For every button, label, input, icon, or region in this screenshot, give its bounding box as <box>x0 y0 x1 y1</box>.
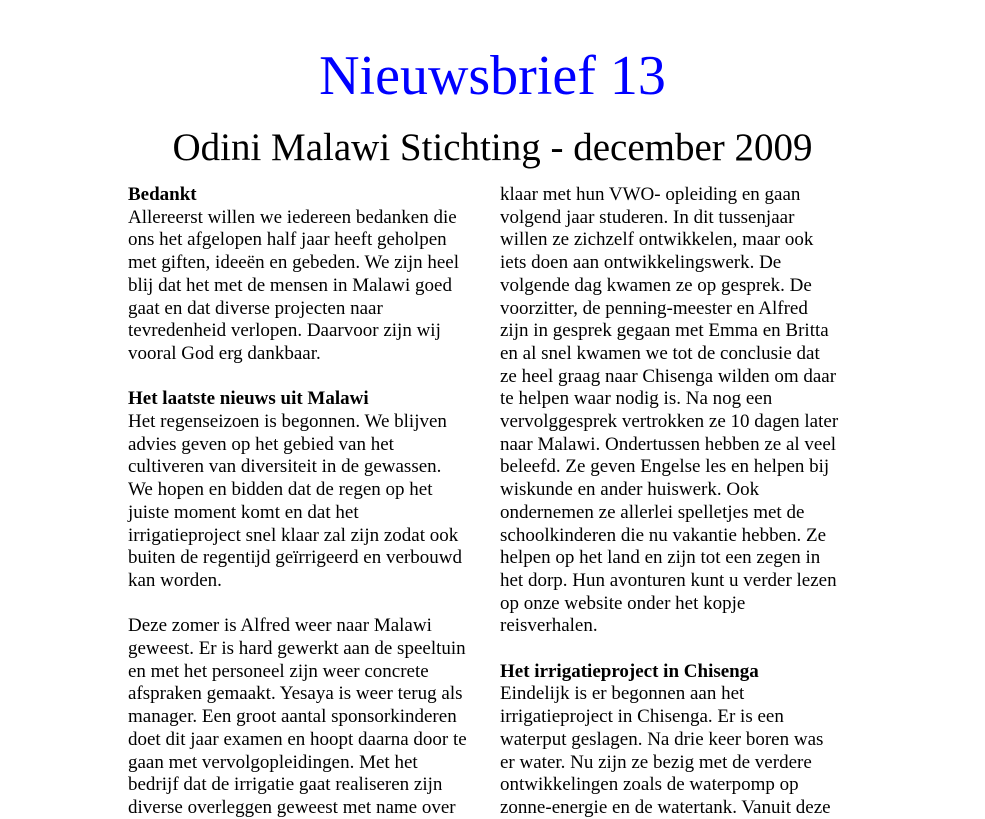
article-section <box>128 615 478 819</box>
section-heading: Bedankt <box>128 184 197 205</box>
text-line: er water. Nu zijn ze bezig met de verdere <box>500 751 812 773</box>
text-line: manager. Een groot aantal sponsorkinderen <box>128 706 457 728</box>
newsletter-title: Nieuwsbrief 13 <box>319 45 666 107</box>
section-body <box>128 207 478 366</box>
text-line: gaat en dat diverse projecten naar <box>128 297 383 319</box>
text-line: irrigatieproject in Chisenga. Er is een <box>500 706 784 728</box>
text-line: zijn in gesprek gegaan met Emma en Britta <box>500 320 829 342</box>
section-body <box>128 411 478 593</box>
text-line: vooral God erg dankbaar. <box>128 342 321 364</box>
text-line: ondernemen ze allerlei spelletjes met de <box>500 501 805 523</box>
text-line: met giften, ideeën en gebeden. We zijn heel <box>128 252 460 274</box>
text-line: vervolggesprek vertrokken ze 10 dagen later <box>500 411 839 433</box>
text-line: buiten de regentijd geïrrigeerd en verbouwd <box>128 547 462 569</box>
text-line: ons het afgelopen half jaar heeft geholpen <box>128 229 447 251</box>
left-column <box>128 184 478 819</box>
text-line: en al snel kwamen we tot de conclusie dat <box>500 342 820 364</box>
text-line: en met het personeel zijn weer concrete <box>128 660 429 682</box>
article-section <box>500 661 850 819</box>
text-line: voorzitter, de penning-meester en Alfred <box>500 297 808 319</box>
text-line: klaar met hun VWO- opleiding en gaan <box>500 184 801 205</box>
section-heading: Het irrigatieproject in Chisenga <box>500 660 759 682</box>
text-line: ontwikkelingen zoals de waterpomp op <box>500 774 799 796</box>
section-body <box>500 683 850 819</box>
text-line: irrigatieproject snel klaar zal zijn zodat ook <box>128 524 459 546</box>
newsletter-subtitle: Odini Malawi Stichting - december 2009 <box>172 126 813 169</box>
text-line: doet dit jaar examen en hoopt daarna door te <box>128 728 467 750</box>
text-line: ze heel graag naar Chisenga wilden om daar <box>500 365 837 387</box>
text-line: advies geven op het gebied van het <box>128 433 394 455</box>
text-line: juiste moment komt en dat het <box>128 501 359 523</box>
text-line: Allereerst willen we iedereen bedanken die <box>128 206 457 228</box>
text-line: We hopen en bidden dat de regen op het <box>128 479 433 501</box>
text-line: helpen op het land en zijn tot een zegen in <box>500 547 821 569</box>
text-line: beleefd. Ze geven Engelse les en helpen bij <box>500 456 830 478</box>
article-section <box>128 388 478 592</box>
text-line: naar Malawi. Ondertussen hebben ze al veel <box>500 433 837 455</box>
text-line: bedrijf dat de irrigatie gaat realiseren zijn <box>128 774 443 796</box>
text-line: op onze website onder het kopje <box>500 592 746 614</box>
right-column <box>500 184 850 819</box>
text-line: volgend jaar studeren. In dit tussenjaar <box>500 206 795 228</box>
text-line: geweest. Er is hard gewerkt aan de speeltuin <box>128 638 466 660</box>
text-line: iets doen aan ontwikkelingswerk. De <box>500 252 782 274</box>
text-line: het dorp. Hun avonturen kunt u verder lezen <box>500 569 837 591</box>
text-line: kan worden. <box>128 569 222 591</box>
text-line: Het regenseizoen is begonnen. We blijven <box>128 411 447 433</box>
text-line: schoolkinderen die nu vakantie hebben. Ze <box>500 524 827 546</box>
article-section <box>500 184 850 638</box>
section-body <box>128 615 478 819</box>
text-line: afspraken gemaakt. Yesaya is weer terug als <box>128 683 463 705</box>
text-line: blij dat het met de mensen in Malawi goed <box>128 274 452 296</box>
text-line: zonne-energie en de watertank. Vanuit deze <box>500 796 831 818</box>
article-section <box>128 184 478 366</box>
section-heading: Het laatste nieuws uit Malawi <box>128 388 369 410</box>
text-line: reisverhalen. <box>500 615 598 637</box>
text-line: diverse overleggen geweest met name over <box>128 796 456 818</box>
section-body <box>500 184 850 638</box>
text-line: Deze zomer is Alfred weer naar Malawi <box>128 615 432 637</box>
text-line: willen ze zichzelf ontwikkelen, maar ook <box>500 229 814 251</box>
text-line: volgende dag kwamen ze op gesprek. De <box>500 274 812 296</box>
text-line: cultiveren van diversiteit in de gewassen. <box>128 456 442 478</box>
text-line: waterput geslagen. Na drie keer boren was <box>500 728 824 750</box>
text-line: tevredenheid verlopen. Daarvoor zijn wij <box>128 320 441 342</box>
text-line: gaan met vervolgopleidingen. Met het <box>128 751 418 773</box>
text-line: Eindelijk is er begonnen aan het <box>500 683 745 705</box>
text-line: wiskunde en ander huiswerk. Ook <box>500 479 760 501</box>
text-line: te helpen waar nodig is. Na nog een <box>500 388 773 410</box>
